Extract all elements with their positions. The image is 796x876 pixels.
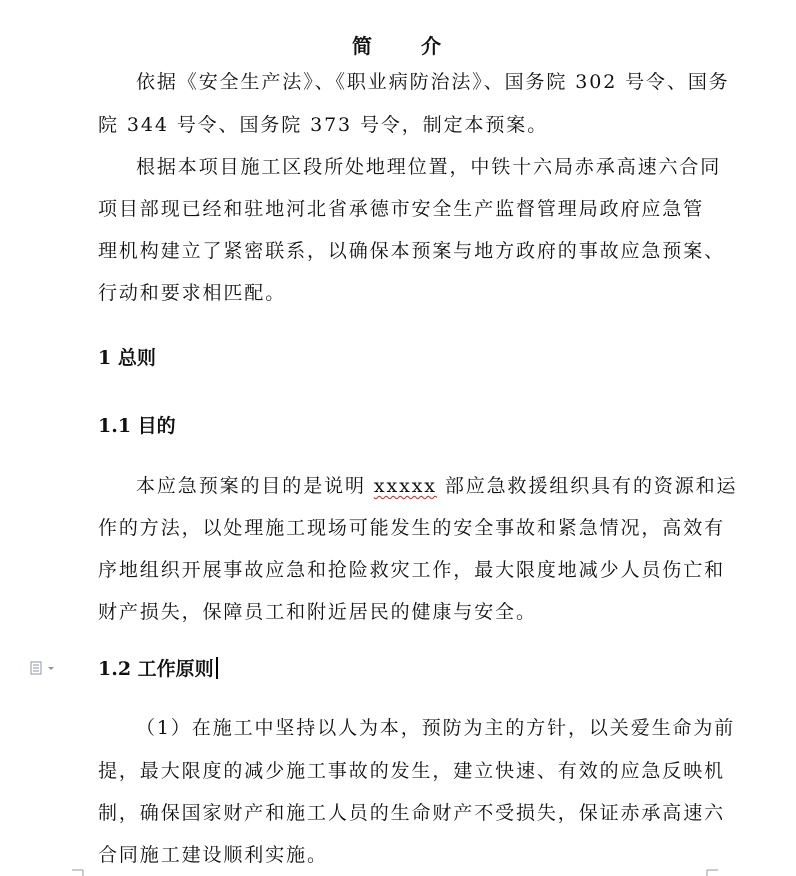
intro-line-6: 行动和要求相匹配。 (98, 282, 287, 304)
intro-line-2: 院 344 号令、国务院 373 号令，制定本预案。 (98, 114, 549, 136)
purpose-line-1-pre: 本应急预案的目的是说明 (136, 475, 374, 497)
section-heading-general: 1 总则 (98, 347, 156, 369)
page-margin-corner-left (70, 864, 84, 874)
principles-line-3: 制，确保国家财产和施工人员的生命财产不受损失，保证赤承高速六 (98, 802, 726, 824)
intro-line-5: 理机构建立了紧密联系，以确保本预案与地方政府的事故应急预案、 (98, 240, 726, 262)
intro-line-3: 根据本项目施工区段所处地理位置，中铁十六局赤承高速六合同 (136, 156, 722, 178)
spellcheck-marked-text[interactable]: xxxxx (373, 475, 437, 497)
intro-line-4: 项目部现已经和驻地河北省承德市安全生产监督管理局政府应急管 (98, 198, 705, 220)
subsection-heading-purpose: 1.1 目的 (98, 415, 176, 437)
purpose-line-3: 序地组织开展事故应急和抢险救灾工作，最大限度地减少人员伤亡和 (98, 559, 726, 581)
principles-line-1: （1）在施工中坚持以人为本，预防为主的方针，以关爱生命为前 (136, 717, 736, 739)
principles-heading-text: 1.2 工作原则 (98, 658, 214, 680)
principles-line-4: 合同施工建设顺利实施。 (98, 844, 328, 866)
purpose-line-2: 作的方法，以处理施工现场可能发生的安全事故和紧急情况，高效有 (98, 517, 726, 539)
purpose-line-4: 财产损失，保障员工和附近居民的健康与安全。 (98, 601, 537, 623)
page-margin-corner-right (706, 864, 720, 874)
paragraph-options-icon[interactable] (30, 660, 60, 674)
text-cursor (216, 657, 218, 679)
principles-line-2: 提，最大限度的减少施工事故的发生，建立快速、有效的应急反映机 (98, 760, 726, 782)
purpose-line-1 (136, 474, 737, 498)
intro-line-1: 依据《安全生产法》、《职业病防治法》、国务院 302 号令、国务 (136, 71, 730, 93)
subsection-heading-principles (98, 657, 218, 681)
document-title: 简 介 (352, 34, 444, 58)
purpose-line-1-post: 部应急救援组织具有的资源和运 (436, 475, 738, 497)
